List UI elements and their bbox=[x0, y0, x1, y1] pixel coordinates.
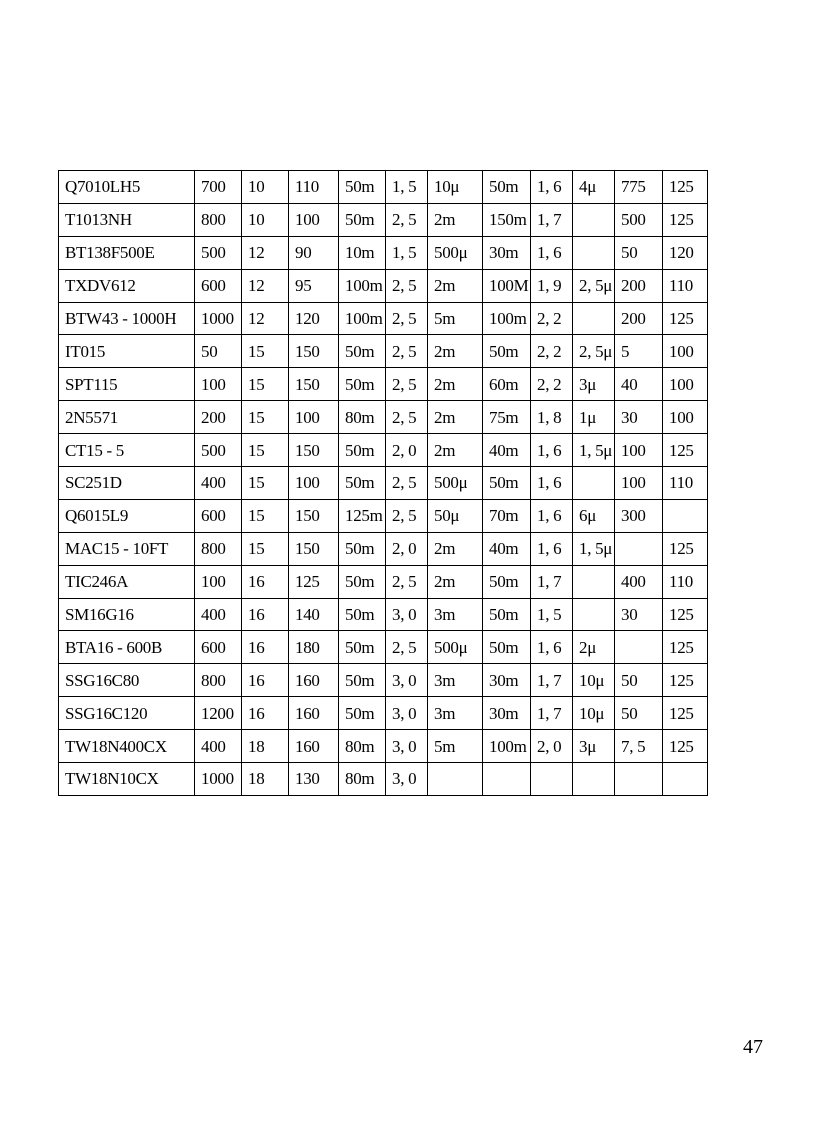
table-cell: 150 bbox=[289, 368, 339, 401]
table-row bbox=[59, 565, 708, 598]
table-cell: 125 bbox=[663, 697, 708, 730]
table-row bbox=[59, 532, 708, 565]
table-cell: 150 bbox=[289, 434, 339, 467]
table-cell: 1, 5μ bbox=[573, 532, 615, 565]
table-row bbox=[59, 730, 708, 763]
table-cell bbox=[531, 763, 573, 796]
table-cell: 2, 5 bbox=[386, 467, 428, 500]
table-cell: 1, 5 bbox=[531, 598, 573, 631]
table-cell: 1, 6 bbox=[531, 631, 573, 664]
table-cell: 180 bbox=[289, 631, 339, 664]
table-cell bbox=[615, 763, 663, 796]
table-cell: 30m bbox=[483, 236, 531, 269]
table-cell: 100M bbox=[483, 269, 531, 302]
table-cell: 500μ bbox=[428, 467, 483, 500]
table-cell: 3, 0 bbox=[386, 763, 428, 796]
table-cell: 160 bbox=[289, 664, 339, 697]
table-cell: 3, 0 bbox=[386, 598, 428, 631]
table-cell: 1, 6 bbox=[531, 532, 573, 565]
table-cell: 150 bbox=[289, 532, 339, 565]
table-cell: 10μ bbox=[428, 171, 483, 204]
part-number-cell: TW18N400CX bbox=[59, 730, 195, 763]
table-cell: 400 bbox=[195, 598, 242, 631]
table-cell: 2μ bbox=[573, 631, 615, 664]
part-number-cell: Q6015L9 bbox=[59, 499, 195, 532]
table-cell: 1, 7 bbox=[531, 565, 573, 598]
table-cell: 3μ bbox=[573, 730, 615, 763]
table-row bbox=[59, 335, 708, 368]
table-cell: 400 bbox=[195, 467, 242, 500]
table-cell: 110 bbox=[663, 269, 708, 302]
part-number-cell: T1013NH bbox=[59, 203, 195, 236]
table-cell: 2, 2 bbox=[531, 302, 573, 335]
table-cell: 16 bbox=[242, 598, 289, 631]
table-cell: 2, 5 bbox=[386, 499, 428, 532]
table-cell: 100 bbox=[663, 368, 708, 401]
table-row bbox=[59, 401, 708, 434]
table-cell: 50m bbox=[339, 171, 386, 204]
table-cell: 2, 5 bbox=[386, 631, 428, 664]
table-cell: 600 bbox=[195, 499, 242, 532]
table-cell: 2, 5 bbox=[386, 565, 428, 598]
table-cell: 50 bbox=[615, 697, 663, 730]
table-cell: 100 bbox=[289, 203, 339, 236]
table-cell: 2, 2 bbox=[531, 335, 573, 368]
table-cell: 120 bbox=[289, 302, 339, 335]
table-cell: 2, 2 bbox=[531, 368, 573, 401]
table-cell: 2, 5μ bbox=[573, 269, 615, 302]
table-cell: 200 bbox=[615, 269, 663, 302]
table-cell: 5m bbox=[428, 730, 483, 763]
table-cell: 50μ bbox=[428, 499, 483, 532]
table-cell: 2m bbox=[428, 532, 483, 565]
table-cell: 150 bbox=[289, 499, 339, 532]
table-cell: 110 bbox=[289, 171, 339, 204]
table-cell: 200 bbox=[615, 302, 663, 335]
table-cell: 95 bbox=[289, 269, 339, 302]
table-cell: 15 bbox=[242, 434, 289, 467]
table-cell: 2m bbox=[428, 565, 483, 598]
table-cell: 50m bbox=[339, 631, 386, 664]
table-row bbox=[59, 697, 708, 730]
table-cell: 2m bbox=[428, 269, 483, 302]
table-cell: 100 bbox=[289, 401, 339, 434]
table-cell: 1μ bbox=[573, 401, 615, 434]
table-cell: 2, 0 bbox=[386, 434, 428, 467]
table-cell bbox=[615, 532, 663, 565]
table-cell: 160 bbox=[289, 697, 339, 730]
table-row bbox=[59, 499, 708, 532]
table-cell: 50m bbox=[483, 467, 531, 500]
table-row bbox=[59, 664, 708, 697]
table-cell: 50m bbox=[483, 335, 531, 368]
table-cell: 1, 7 bbox=[531, 697, 573, 730]
table-cell: 18 bbox=[242, 763, 289, 796]
table-cell: 50m bbox=[339, 368, 386, 401]
table-cell: 1, 6 bbox=[531, 434, 573, 467]
table-cell: 2, 0 bbox=[386, 532, 428, 565]
table-cell: 775 bbox=[615, 171, 663, 204]
table-cell: 6μ bbox=[573, 499, 615, 532]
table-cell: 2, 5μ bbox=[573, 335, 615, 368]
page-number: 47 bbox=[743, 1036, 763, 1058]
table-cell: 30 bbox=[615, 598, 663, 631]
table-cell bbox=[573, 302, 615, 335]
table-cell: 50m bbox=[483, 598, 531, 631]
table-cell bbox=[615, 631, 663, 664]
table-cell bbox=[573, 763, 615, 796]
part-number-cell: BTW43 - 1000H bbox=[59, 302, 195, 335]
table-cell: 125 bbox=[663, 434, 708, 467]
table-cell: 125 bbox=[289, 565, 339, 598]
table-cell: 100 bbox=[615, 467, 663, 500]
table-cell: 1, 5 bbox=[386, 236, 428, 269]
table-cell: 50m bbox=[339, 532, 386, 565]
table-row bbox=[59, 598, 708, 631]
table-cell: 50 bbox=[195, 335, 242, 368]
table-cell: 2m bbox=[428, 368, 483, 401]
table-cell: 300 bbox=[615, 499, 663, 532]
component-spec-table bbox=[58, 170, 708, 796]
table-cell bbox=[573, 203, 615, 236]
table-cell: 50m bbox=[483, 565, 531, 598]
table-cell: 30m bbox=[483, 664, 531, 697]
table-cell: 5m bbox=[428, 302, 483, 335]
table-cell: 125 bbox=[663, 598, 708, 631]
table-cell: 2m bbox=[428, 203, 483, 236]
table-cell: 100m bbox=[339, 269, 386, 302]
table-cell: 3, 0 bbox=[386, 664, 428, 697]
table-cell: 80m bbox=[339, 730, 386, 763]
table-cell: 10μ bbox=[573, 664, 615, 697]
table-cell: 50m bbox=[339, 467, 386, 500]
part-number-cell: TXDV612 bbox=[59, 269, 195, 302]
table-cell: 500 bbox=[195, 434, 242, 467]
table-cell bbox=[573, 565, 615, 598]
table-cell: 10 bbox=[242, 203, 289, 236]
table-cell: 30 bbox=[615, 401, 663, 434]
table-cell: 150 bbox=[289, 335, 339, 368]
table-cell: 150m bbox=[483, 203, 531, 236]
table-cell: 40m bbox=[483, 532, 531, 565]
table-cell: 125m bbox=[339, 499, 386, 532]
table-cell: 50m bbox=[339, 598, 386, 631]
table-row bbox=[59, 763, 708, 796]
table-cell: 500μ bbox=[428, 236, 483, 269]
table-cell: 400 bbox=[615, 565, 663, 598]
part-number-cell: MAC15 - 10FT bbox=[59, 532, 195, 565]
part-number-cell: TW18N10CX bbox=[59, 763, 195, 796]
table-cell: 50m bbox=[339, 335, 386, 368]
table-cell: 500μ bbox=[428, 631, 483, 664]
table-cell: 16 bbox=[242, 697, 289, 730]
table-cell: 125 bbox=[663, 302, 708, 335]
part-number-cell: TIC246A bbox=[59, 565, 195, 598]
part-number-cell: SPT115 bbox=[59, 368, 195, 401]
table-cell: 40 bbox=[615, 368, 663, 401]
table-cell: 30m bbox=[483, 697, 531, 730]
table-cell: 600 bbox=[195, 269, 242, 302]
table-cell: 3, 0 bbox=[386, 697, 428, 730]
table-cell: 100 bbox=[663, 335, 708, 368]
table-cell: 16 bbox=[242, 631, 289, 664]
table-body bbox=[59, 171, 708, 796]
part-number-cell: SC251D bbox=[59, 467, 195, 500]
table-cell: 100 bbox=[195, 565, 242, 598]
table-cell bbox=[663, 499, 708, 532]
table-cell: 130 bbox=[289, 763, 339, 796]
table-cell: 3m bbox=[428, 697, 483, 730]
table-cell: 110 bbox=[663, 467, 708, 500]
table-cell: 1, 6 bbox=[531, 499, 573, 532]
table-cell: 16 bbox=[242, 565, 289, 598]
table-cell: 125 bbox=[663, 730, 708, 763]
table-cell: 12 bbox=[242, 269, 289, 302]
table-cell: 125 bbox=[663, 631, 708, 664]
table-cell: 16 bbox=[242, 664, 289, 697]
table-cell: 4μ bbox=[573, 171, 615, 204]
table-cell: 15 bbox=[242, 532, 289, 565]
table-cell: 15 bbox=[242, 499, 289, 532]
table-cell: 50m bbox=[339, 664, 386, 697]
table-cell: 1, 6 bbox=[531, 467, 573, 500]
table-cell bbox=[573, 467, 615, 500]
table-cell: 100m bbox=[483, 730, 531, 763]
table-cell: 7, 5 bbox=[615, 730, 663, 763]
table-cell: 1200 bbox=[195, 697, 242, 730]
part-number-cell: SSG16C80 bbox=[59, 664, 195, 697]
table-cell: 100m bbox=[483, 302, 531, 335]
table-cell: 800 bbox=[195, 532, 242, 565]
table-cell: 160 bbox=[289, 730, 339, 763]
table-cell: 50m bbox=[339, 203, 386, 236]
table-cell: 100 bbox=[663, 401, 708, 434]
table-row bbox=[59, 236, 708, 269]
table-row bbox=[59, 467, 708, 500]
table-cell: 140 bbox=[289, 598, 339, 631]
table-cell: 2m bbox=[428, 434, 483, 467]
table-cell: 1, 7 bbox=[531, 664, 573, 697]
table-cell: 80m bbox=[339, 401, 386, 434]
table-cell: 2, 5 bbox=[386, 203, 428, 236]
table-cell: 2m bbox=[428, 335, 483, 368]
table-cell: 1, 6 bbox=[531, 171, 573, 204]
table-cell: 18 bbox=[242, 730, 289, 763]
part-number-cell: SM16G16 bbox=[59, 598, 195, 631]
table-cell: 100 bbox=[195, 368, 242, 401]
table-cell bbox=[573, 598, 615, 631]
table-cell: 2, 5 bbox=[386, 269, 428, 302]
table-cell: 1, 9 bbox=[531, 269, 573, 302]
table-cell: 12 bbox=[242, 236, 289, 269]
table-cell: 50 bbox=[615, 236, 663, 269]
table-cell: 1000 bbox=[195, 302, 242, 335]
table-cell: 500 bbox=[195, 236, 242, 269]
table-cell: 500 bbox=[615, 203, 663, 236]
table-cell: 75m bbox=[483, 401, 531, 434]
table-cell: 15 bbox=[242, 368, 289, 401]
table-cell: 10m bbox=[339, 236, 386, 269]
table-cell: 90 bbox=[289, 236, 339, 269]
part-number-cell: BTA16 - 600B bbox=[59, 631, 195, 664]
table-cell bbox=[663, 763, 708, 796]
table-cell: 700 bbox=[195, 171, 242, 204]
table-cell: 2, 5 bbox=[386, 335, 428, 368]
table-cell: 80m bbox=[339, 763, 386, 796]
table-row bbox=[59, 302, 708, 335]
table-cell: 1, 5μ bbox=[573, 434, 615, 467]
table-row bbox=[59, 269, 708, 302]
table-cell: 110 bbox=[663, 565, 708, 598]
table-cell bbox=[573, 236, 615, 269]
table-cell: 3μ bbox=[573, 368, 615, 401]
table-cell: 600 bbox=[195, 631, 242, 664]
table-cell: 125 bbox=[663, 532, 708, 565]
table-cell: 1000 bbox=[195, 763, 242, 796]
table-cell: 800 bbox=[195, 664, 242, 697]
table-cell: 50m bbox=[339, 434, 386, 467]
part-number-cell: CT15 - 5 bbox=[59, 434, 195, 467]
table-cell: 1, 6 bbox=[531, 236, 573, 269]
part-number-cell: 2N5571 bbox=[59, 401, 195, 434]
table-cell: 100m bbox=[339, 302, 386, 335]
table-cell: 3m bbox=[428, 664, 483, 697]
table-cell: 70m bbox=[483, 499, 531, 532]
table-cell: 3, 0 bbox=[386, 730, 428, 763]
table-cell bbox=[483, 763, 531, 796]
table-cell: 125 bbox=[663, 664, 708, 697]
part-number-cell: SSG16C120 bbox=[59, 697, 195, 730]
table-row bbox=[59, 434, 708, 467]
table-cell: 5 bbox=[615, 335, 663, 368]
table-cell: 1, 5 bbox=[386, 171, 428, 204]
table-cell: 60m bbox=[483, 368, 531, 401]
table-cell: 50m bbox=[483, 171, 531, 204]
table-row bbox=[59, 171, 708, 204]
table-cell: 1, 7 bbox=[531, 203, 573, 236]
table-cell: 400 bbox=[195, 730, 242, 763]
table-cell: 50m bbox=[339, 565, 386, 598]
table-cell: 125 bbox=[663, 171, 708, 204]
part-number-cell: IT015 bbox=[59, 335, 195, 368]
table-cell: 50m bbox=[339, 697, 386, 730]
table-cell: 50m bbox=[483, 631, 531, 664]
part-number-cell: Q7010LH5 bbox=[59, 171, 195, 204]
table-cell: 2, 5 bbox=[386, 302, 428, 335]
table-cell: 15 bbox=[242, 335, 289, 368]
table-cell: 40m bbox=[483, 434, 531, 467]
table-cell: 125 bbox=[663, 203, 708, 236]
table-cell: 1, 8 bbox=[531, 401, 573, 434]
table-cell: 120 bbox=[663, 236, 708, 269]
table-row bbox=[59, 631, 708, 664]
table-cell: 10μ bbox=[573, 697, 615, 730]
table-cell: 50 bbox=[615, 664, 663, 697]
table-cell: 12 bbox=[242, 302, 289, 335]
table-cell: 10 bbox=[242, 171, 289, 204]
table-cell: 15 bbox=[242, 401, 289, 434]
table-cell: 200 bbox=[195, 401, 242, 434]
table-cell: 100 bbox=[615, 434, 663, 467]
table-cell: 3m bbox=[428, 598, 483, 631]
table-cell: 2, 5 bbox=[386, 368, 428, 401]
table-cell: 100 bbox=[289, 467, 339, 500]
table-cell: 2m bbox=[428, 401, 483, 434]
table-cell: 800 bbox=[195, 203, 242, 236]
table-cell: 2, 5 bbox=[386, 401, 428, 434]
table-row bbox=[59, 203, 708, 236]
table-row bbox=[59, 368, 708, 401]
table-cell bbox=[428, 763, 483, 796]
table-cell: 2, 0 bbox=[531, 730, 573, 763]
table-cell: 15 bbox=[242, 467, 289, 500]
part-number-cell: BT138F500E bbox=[59, 236, 195, 269]
